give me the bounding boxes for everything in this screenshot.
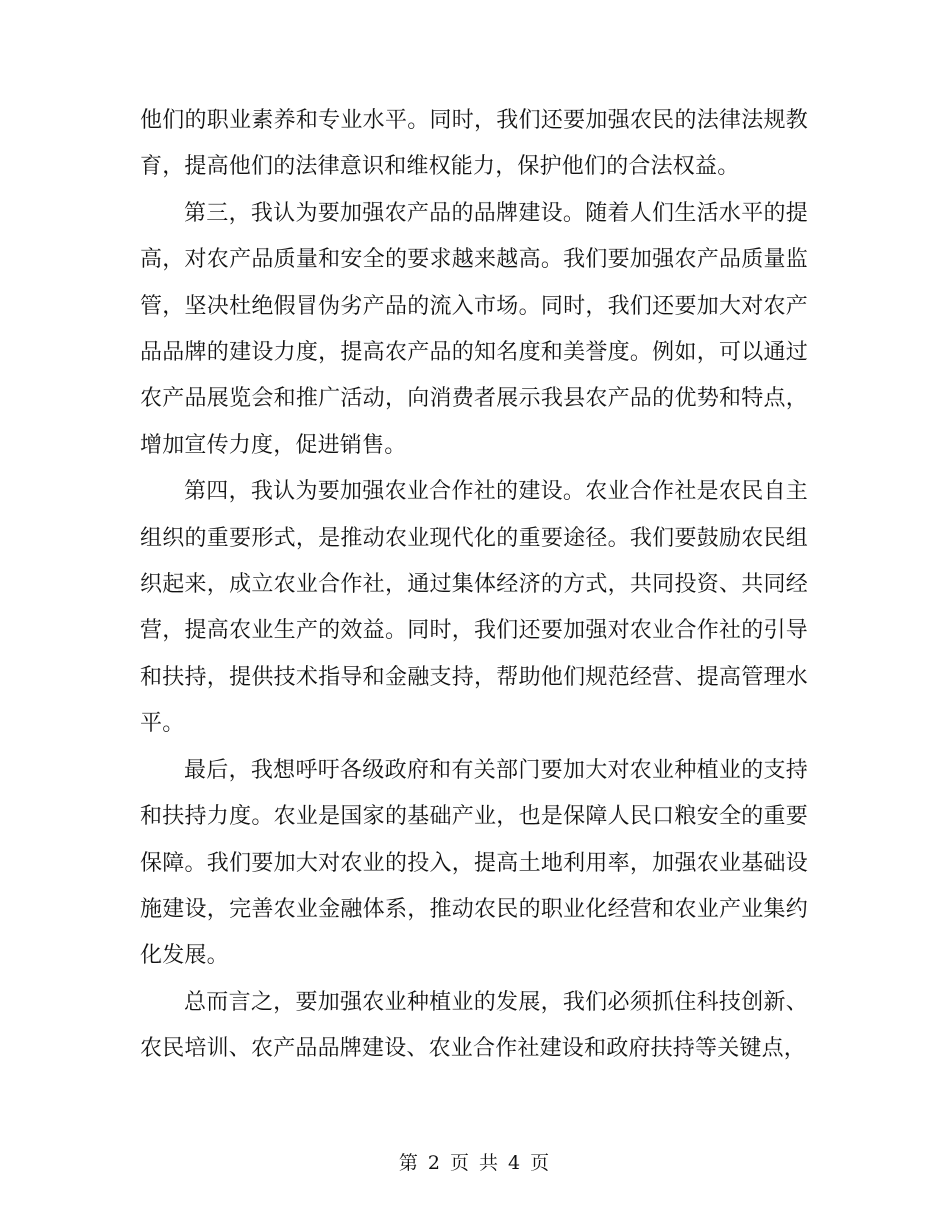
paragraph-2: 第三，我认为要加强农产品的品牌建设。随着人们生活水平的提高，对农产品质量和安全的要求越来越高。我们要加强农产品质量监管，坚决杜绝假冒伪劣产品的流入市场。同时，我们还要加大对农产品品牌的建设力度，提高农产品的知名度和美誉度。例如，可以通过农产品展览会和推广活动，向消费者展示我县农产品的优势和特点，增加宣传力度，促进销售。 [140,200,808,458]
document-body [140,98,808,1073]
paragraph-3: 第四，我认为要加强农业合作社的建设。农业合作社是农民自主组织的重要形式，是推动农业现代化的重要途径。我们要鼓励农民组织起来，成立农业合作社，通过集体经济的方式，共同投资、共同经营，提高农业生产的效益。同时，我们还要加强对农业合作社的引导和扶持，提供技术指导和金融支持，帮助他们规范经营、提高管理水平。 [140,479,808,737]
paragraph-1: 他们的职业素养和专业水平。同时，我们还要加强农民的法律法规教育，提高他们的法律意识和维权能力，保护他们的合法权益。 [140,108,808,180]
page-number-footer: 第 2 页 共 4 页 [398,1152,552,1174]
paragraph-4: 最后，我想呼吁各级政府和有关部门要加大对农业种植业的支持和扶持力度。农业是国家的基础产业，也是保障人民口粮安全的重要保障。我们要加大对农业的投入，提高土地利用率，加强农业基础设施建设，完善农业金融体系，推动农民的职业化经营和农业产业集约化发展。 [140,757,808,969]
paragraph-5: 总而言之，要加强农业种植业的发展，我们必须抓住科技创新、农民培训、农产品品牌建设、农业合作社建设和政府扶持等关键点， [140,989,808,1062]
